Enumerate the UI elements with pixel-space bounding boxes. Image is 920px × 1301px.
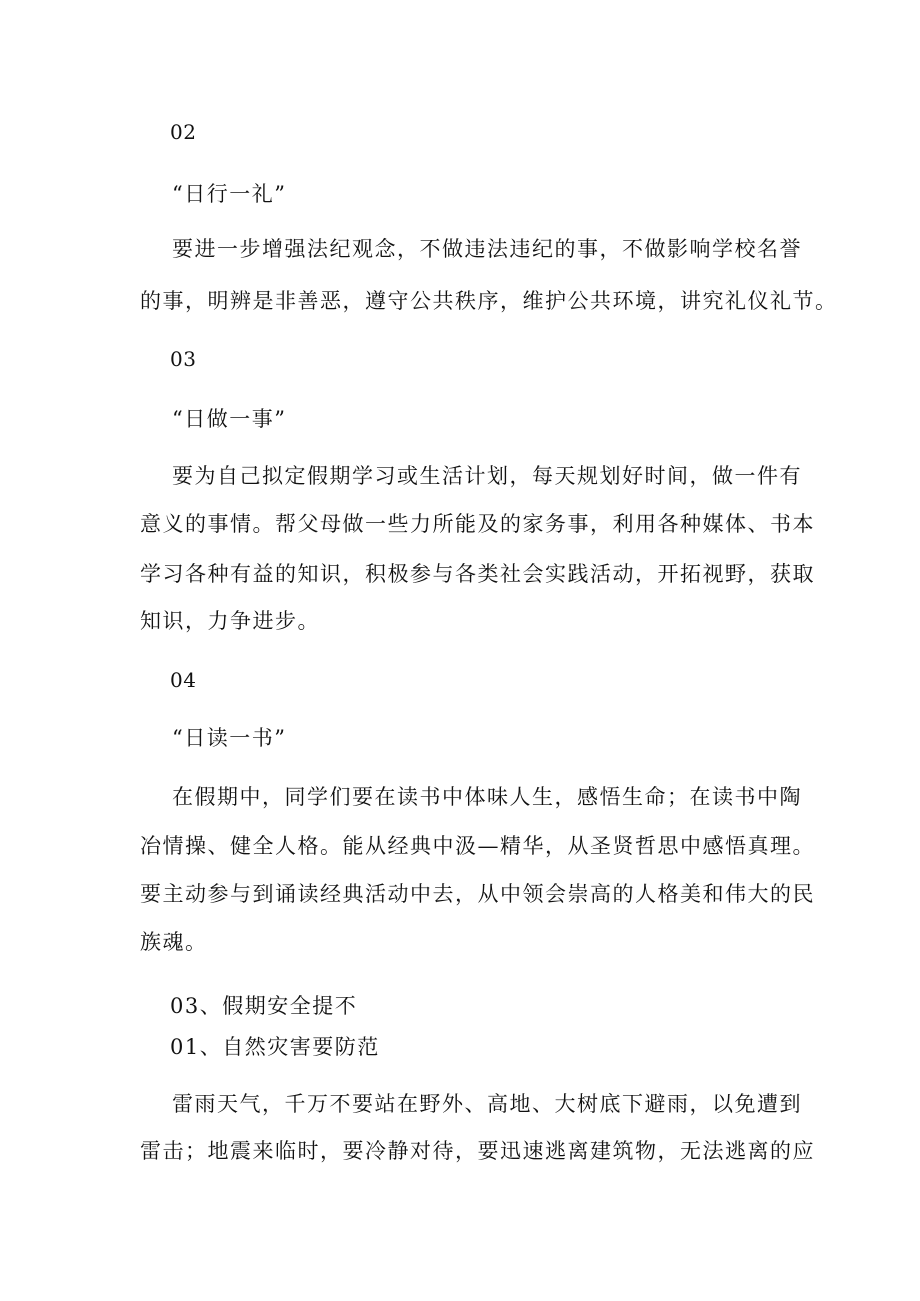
section-title-daily-courtesy: “日行一礼” [172, 182, 287, 206]
paragraph-line: 知识，力争进步。 [140, 609, 320, 633]
paragraph-line: 族魂。 [140, 930, 208, 954]
paragraph-line: 要为自己拟定假期学习或生活计划，每天规划好时间，做一件有 [172, 464, 802, 488]
natural-disaster-subheading: 01、自然灾害要防范 [170, 1035, 380, 1059]
safety-heading: 03、假期安全提不 [170, 994, 358, 1018]
paragraph-line: 学习各种有益的知识，积极参与各类社会实践活动，开拓视野，获取 [140, 562, 815, 586]
paragraph-line: 要进一步增强法纪观念，不做违法违纪的事，不做影响学校名誉 [172, 237, 802, 261]
paragraph-line: 意义的事情。帮父母做一些力所能及的家务事，利用各种媒体、书本 [140, 512, 815, 536]
paragraph-line: 冶情操、健全人格。能从经典中汲—精华，从圣贤哲思中感悟真理。 [140, 834, 815, 858]
section-number-02: 02 [170, 120, 197, 144]
section-number-03: 03 [170, 347, 197, 371]
section-number-04: 04 [170, 668, 197, 692]
paragraph-line: 的事，明辨是非善恶，遵守公共秩序，维护公共环境，讲究礼仪礼节。 [140, 289, 838, 313]
paragraph-line: 要主动参与到诵读经典活动中去，从中领会崇高的人格美和伟大的民 [140, 882, 815, 906]
paragraph-line: 在假期中，同学们要在读书中体味人生，感悟生命；在读书中陶 [172, 785, 802, 809]
paragraph-line: 雷击；地震来临时，要冷静对待，要迅速逃离建筑物，无法逃离的应 [140, 1139, 815, 1163]
section-title-daily-reading: “日读一书” [172, 726, 287, 750]
section-title-daily-task: “日做一事” [172, 407, 287, 431]
paragraph-line: 雷雨天气，千万不要站在野外、高地、大树底下避雨，以免遭到 [172, 1092, 802, 1116]
